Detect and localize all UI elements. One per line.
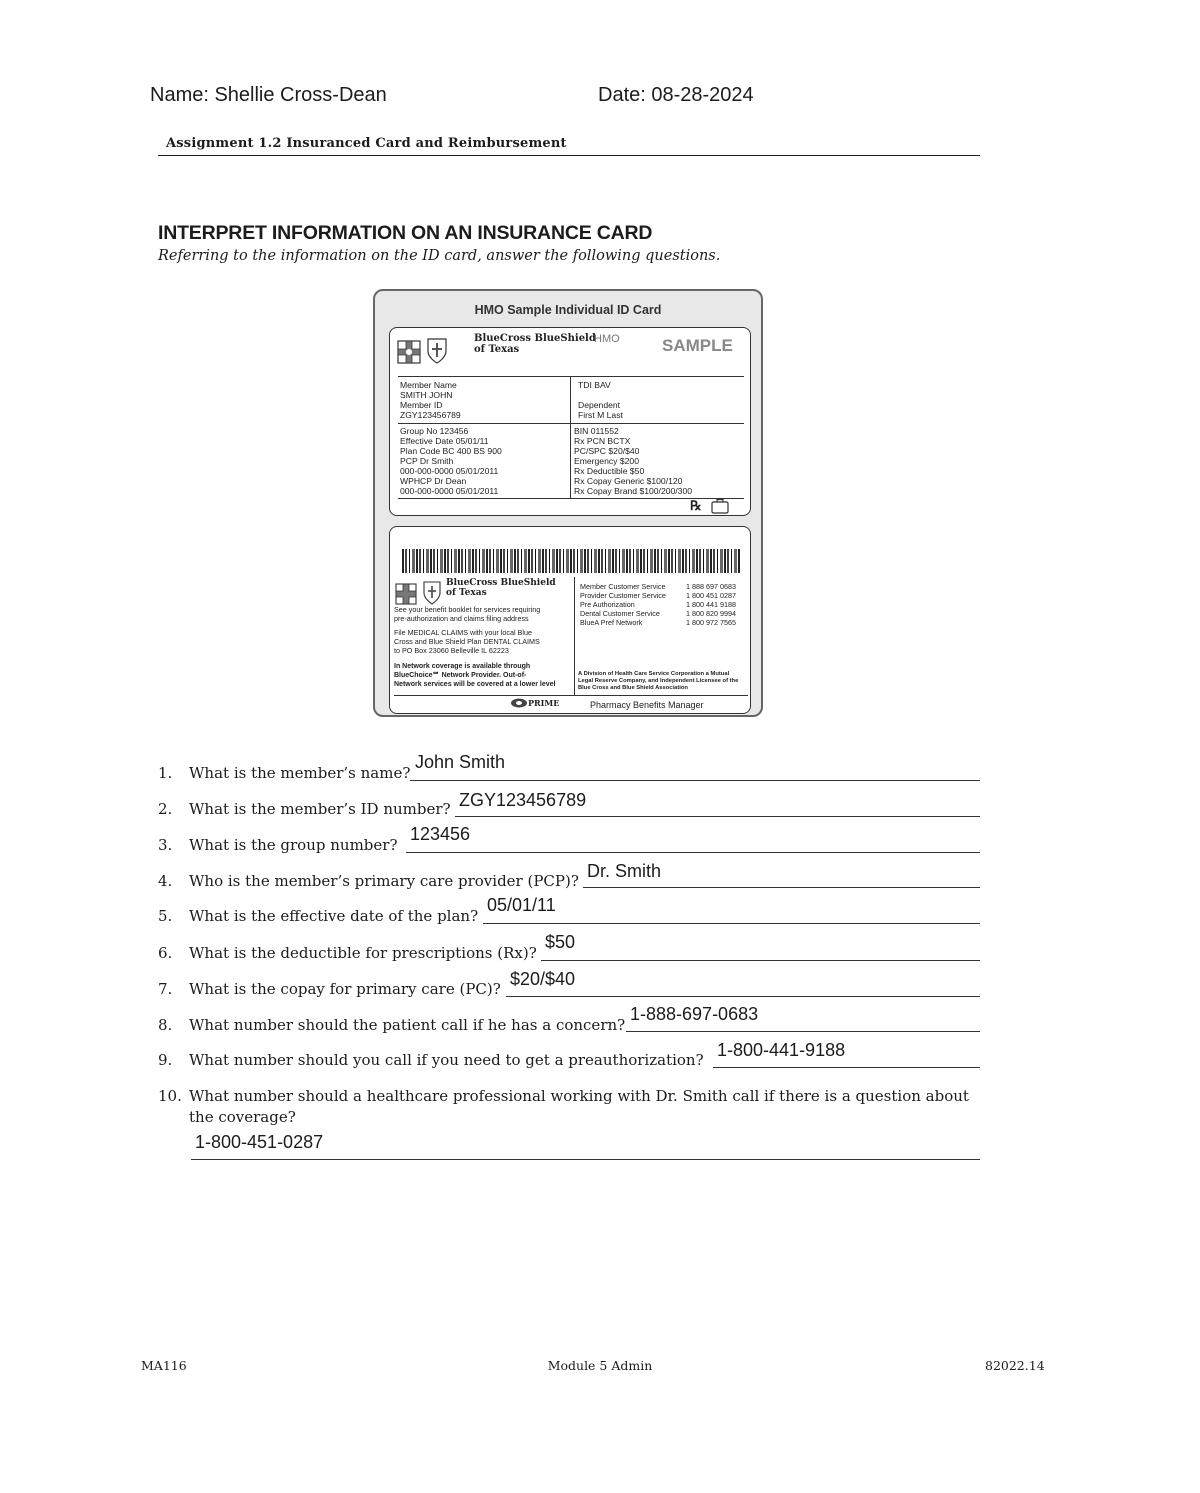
brand-name: BlueCross BlueShield (474, 333, 596, 344)
plan-info-line: 000-000-0000 05/01/2011 (400, 466, 499, 476)
back-bottom-divider (394, 695, 748, 696)
answer-underline (410, 780, 980, 781)
question-text: What is the group number? (189, 836, 398, 854)
back-info-line: pre-authorization and claims filing address (394, 614, 529, 623)
section-title: INTERPRET INFORMATION ON AN INSURANCE CARD (158, 222, 653, 244)
rx-info-line: BIN 011552 (574, 426, 619, 436)
legal-disclaimer-line: Blue Cross and Blue Shield Association (578, 685, 688, 691)
phone-label: Member Customer Service (580, 582, 666, 591)
footer-module: Module 5 Admin (547, 1358, 653, 1373)
phone-label: BlueA Pref Network (580, 618, 643, 627)
section-subtitle: Referring to the information on the ID card, answer the following questions. (158, 248, 721, 264)
rx-info-line: PC/SPC $20/$40 (574, 446, 640, 456)
answer-underline (483, 923, 980, 924)
dependent-info-line: TDI BAV (578, 380, 611, 390)
question-text: What number should the patient call if he has a concern? (189, 1016, 626, 1034)
question-text: What number should you call if you need to get a preauthorization? (189, 1051, 704, 1069)
question-number: 7. (158, 980, 173, 998)
rx-info-line: Rx Copay Generic $100/120 (574, 476, 683, 486)
question-text-continued: the coverage? (189, 1108, 296, 1126)
rx-info-line: Rx PCN BCTX (574, 436, 631, 446)
member-info-line: Member Name (400, 380, 457, 390)
legal-disclaimer-line: A Division of Health Care Service Corporation a Mutual (578, 671, 730, 677)
answer-underline (406, 852, 980, 853)
question-text: What number should a healthcare professional working with Dr. Smith call if there is a question about (189, 1087, 969, 1105)
phone-label: Dental Customer Service (580, 609, 660, 618)
bcbs-logo-icon (396, 333, 452, 365)
sample-watermark: SAMPLE (662, 336, 733, 355)
answer-underline (455, 816, 980, 817)
rx-info-line: Rx Deductible $50 (574, 466, 645, 476)
card-front (389, 327, 751, 516)
phone-label: Provider Customer Service (580, 591, 666, 600)
question-text: What is the copay for primary care (PC)? (189, 980, 501, 998)
question-number: 1. (158, 764, 173, 782)
answer-effective-date[interactable]: 05/01/11 (487, 895, 556, 915)
answer-underline (506, 996, 980, 997)
assignment-date: Date: 08-28-2024 (598, 84, 754, 106)
card-back (389, 526, 751, 714)
rx-info-line: Rx Copay Brand $100/200/300 (574, 486, 693, 496)
phone-number: 1 888 697 0683 (686, 582, 736, 591)
brand-region: of Texas (446, 588, 487, 598)
network-coverage-line: BlueChoice℠ Network Provider. Out-of- (394, 672, 527, 679)
plan-info-line: Effective Date 05/01/11 (400, 436, 489, 446)
prime-logo-icon (510, 697, 528, 709)
answer-underline (191, 1159, 980, 1160)
plan-info-line: PCP Dr Smith (400, 456, 454, 466)
back-info-line: See your benefit booklet for services requiring (394, 605, 541, 614)
answer-underline (713, 1067, 980, 1068)
network-coverage-line: In Network coverage is available through (394, 663, 531, 670)
plan-info-line: 000-000-0000 05/01/2011 (400, 486, 499, 496)
dependent-info-line: First M Last (578, 410, 623, 420)
front-right-divider (570, 423, 744, 424)
phone-number: 1 800 972 7565 (686, 618, 736, 627)
rx-icon: ℞ (690, 498, 702, 513)
answer-preauth-phone[interactable]: 1-800-441-9188 (717, 1040, 846, 1060)
answer-provider-service-phone[interactable]: 1-800-451-0287 (195, 1132, 324, 1152)
answer-rx-deductible[interactable]: $50 (545, 932, 576, 952)
answer-member-name[interactable]: John Smith (415, 752, 506, 772)
assignment-title: Assignment 1.2 Insuranced Card and Reimbursement (166, 136, 567, 151)
answer-group-number[interactable]: 123456 (410, 824, 471, 844)
back-info-line: Cross and Blue Shield Plan DENTAL CLAIMS (394, 637, 540, 646)
dependent-info-line: Dependent (578, 400, 621, 410)
network-coverage-line: Network services will be covered at a lower level (394, 681, 556, 688)
rx-info-line: Emergency $200 (574, 456, 639, 466)
question-text: What is the member’s name? (189, 764, 411, 782)
front-column-divider (570, 376, 571, 498)
front-left-divider (398, 423, 570, 424)
answer-underline (583, 887, 980, 888)
plan-info-line: WPHCP Dr Dean (400, 476, 467, 486)
back-column-divider (574, 577, 575, 695)
front-divider (398, 376, 744, 377)
answer-underline (541, 960, 980, 961)
legal-disclaimer-line: Legal Reserve Company, and Independent Licensee of the (578, 678, 739, 684)
member-info-line: ZGY123456789 (400, 410, 461, 420)
question-number: 5. (158, 907, 173, 925)
answer-pc-copay[interactable]: $20/$40 (510, 969, 576, 989)
phone-label: Pre Authorization (580, 600, 635, 609)
header-divider (158, 155, 980, 156)
back-info-line: to PO Box 23060 Belleville IL 62223 (394, 646, 509, 655)
brand-name: BlueCross BlueShield (446, 578, 556, 588)
question-text: What is the member’s ID number? (189, 800, 451, 818)
question-text: Who is the member’s primary care provider (PCP)? (189, 872, 579, 890)
phone-number: 1 800 441 9188 (686, 600, 736, 609)
member-info-line: Member ID (400, 400, 443, 410)
question-text: What is the effective date of the plan? (189, 907, 479, 925)
phone-number: 1 800 820 9994 (686, 609, 736, 618)
bcbs-logo-icon (394, 578, 446, 606)
card-title: HMO Sample Individual ID Card (474, 303, 662, 317)
briefcase-icon (710, 498, 730, 514)
answer-member-id[interactable]: ZGY123456789 (459, 790, 587, 810)
question-number: 2. (158, 800, 173, 818)
plan-type: HMO (594, 333, 620, 345)
member-info-line: SMITH JOHN (400, 390, 453, 400)
question-number: 8. (158, 1016, 173, 1034)
brand-region: of Texas (474, 344, 520, 355)
footer-document-code: 82022.14 (985, 1358, 1045, 1373)
question-number: 6. (158, 944, 173, 962)
magnetic-stripe-barcode (402, 549, 740, 573)
plan-info-line: Plan Code BC 400 BS 900 (400, 446, 502, 456)
plan-info-line: Group No 123456 (400, 426, 469, 436)
question-text: What is the deductible for prescriptions (Rx)? (189, 944, 537, 962)
answer-pcp[interactable]: Dr. Smith (587, 861, 662, 881)
pbm-label: Pharmacy Benefits Manager (590, 700, 704, 710)
insurance-id-card (373, 289, 763, 717)
prime-brand: PRIME (528, 698, 560, 708)
question-number: 10. (158, 1087, 182, 1105)
back-info-line: File MEDICAL CLAIMS with your local Blue (394, 628, 532, 637)
question-number: 3. (158, 836, 173, 854)
answer-member-service-phone[interactable]: 1-888-697-0683 (630, 1004, 759, 1024)
answer-underline (626, 1031, 980, 1032)
student-name: Name: Shellie Cross-Dean (150, 84, 387, 106)
question-number: 9. (158, 1051, 173, 1069)
footer-course-code: MA116 (141, 1358, 187, 1373)
question-number: 4. (158, 872, 173, 890)
phone-number: 1 800 451 0287 (686, 591, 736, 600)
